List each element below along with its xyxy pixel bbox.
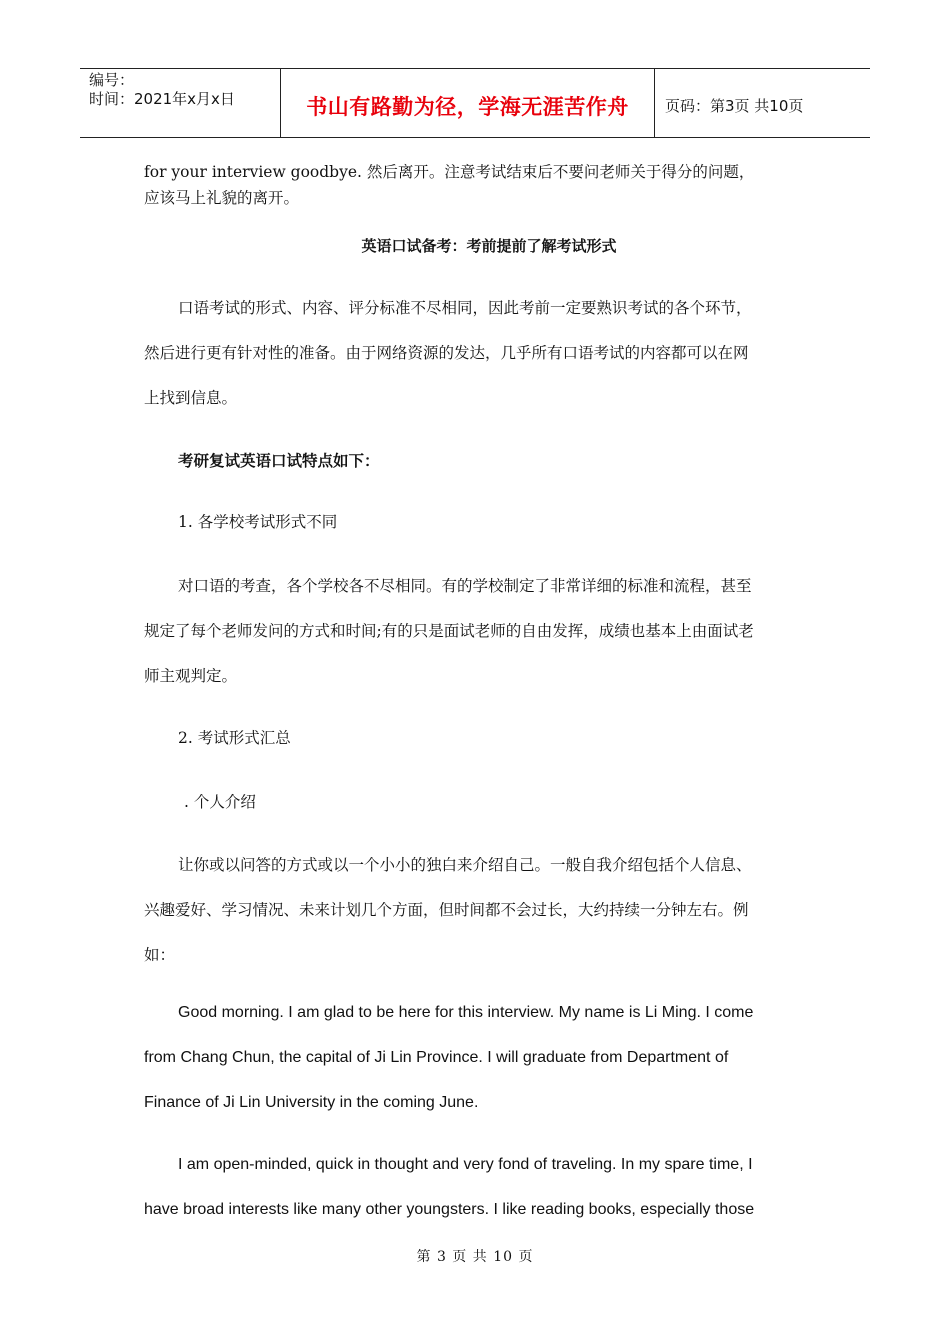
- paragraph-line: 应该马上礼貌的离开。: [144, 189, 300, 207]
- paragraph-line: 对口语的考查，各个学校各不尽相同。有的学校制定了非常详细的标准和流程，甚至: [178, 577, 752, 595]
- list-heading: 2. 考试形式汇总: [178, 729, 291, 747]
- page-footer: 第 3 页 共 10 页: [416, 1249, 534, 1265]
- document-date-label: 时间：2021年x月x日: [89, 90, 235, 108]
- paragraph-line: 然后进行更有针对性的准备。由于网络资源的发达，几乎所有口语考试的内容都可以在网: [144, 344, 749, 362]
- subheading: 考研复试英语口试特点如下：: [178, 451, 380, 470]
- header-page-info: [655, 69, 870, 137]
- header-page-number: 页码：第3页 共10页: [665, 96, 804, 115]
- paragraph-line: 上找到信息。: [144, 389, 238, 407]
- paragraph-line: 兴趣爱好、学习情况、未来计划几个方面，但时间都不会过长，大约持续一分钟左右。例: [144, 901, 749, 919]
- paragraph-line: 口语考试的形式、内容、评分标准不尽相同，因此考前一定要熟识考试的各个环节，: [178, 299, 752, 317]
- paragraph-line: 让你或以问答的方式或以一个小小的独白来介绍自己。一般自我介绍包括个人信息、: [178, 856, 752, 874]
- section-heading: 英语口试备考：考前提前了解考试形式: [361, 237, 617, 255]
- paragraph-line: Finance of Ji Lin University in the coming June.: [144, 1094, 479, 1111]
- header-motto-cell: [281, 69, 655, 137]
- paragraph-line: have broad interests like many other youngsters. I like reading books, especially those: [144, 1201, 755, 1218]
- paragraph-line: 如：: [144, 946, 176, 964]
- paragraph-line: 规定了每个老师发问的方式和时间;有的只是面试老师的自由发挥，成绩也基本上由面试老: [144, 622, 754, 640]
- sub-list-heading: . 个人介绍: [184, 793, 256, 811]
- paragraph-line: I am open-minded, quick in thought and very fond of traveling. In my spare time, I: [178, 1156, 753, 1173]
- paragraph-line: from Chang Chun, the capital of Ji Lin Province. I will graduate from Department of: [144, 1049, 729, 1066]
- header-meta: [80, 69, 281, 137]
- header-motto: 书山有路勤为径，学海无涯苦作舟: [306, 95, 629, 119]
- list-heading: 1. 各学校考试形式不同: [178, 513, 338, 531]
- paragraph-line: for your interview goodbye. 然后离开。注意考试结束后不要问老师关于得分的问题，: [144, 163, 755, 181]
- paragraph-line: 师主观判定。: [144, 667, 238, 685]
- paragraph-line: Good morning. I am glad to be here for this interview. My name is Li Ming. I come: [178, 1004, 754, 1021]
- document-header: [80, 68, 870, 138]
- document-number-label: 编号：: [89, 71, 135, 89]
